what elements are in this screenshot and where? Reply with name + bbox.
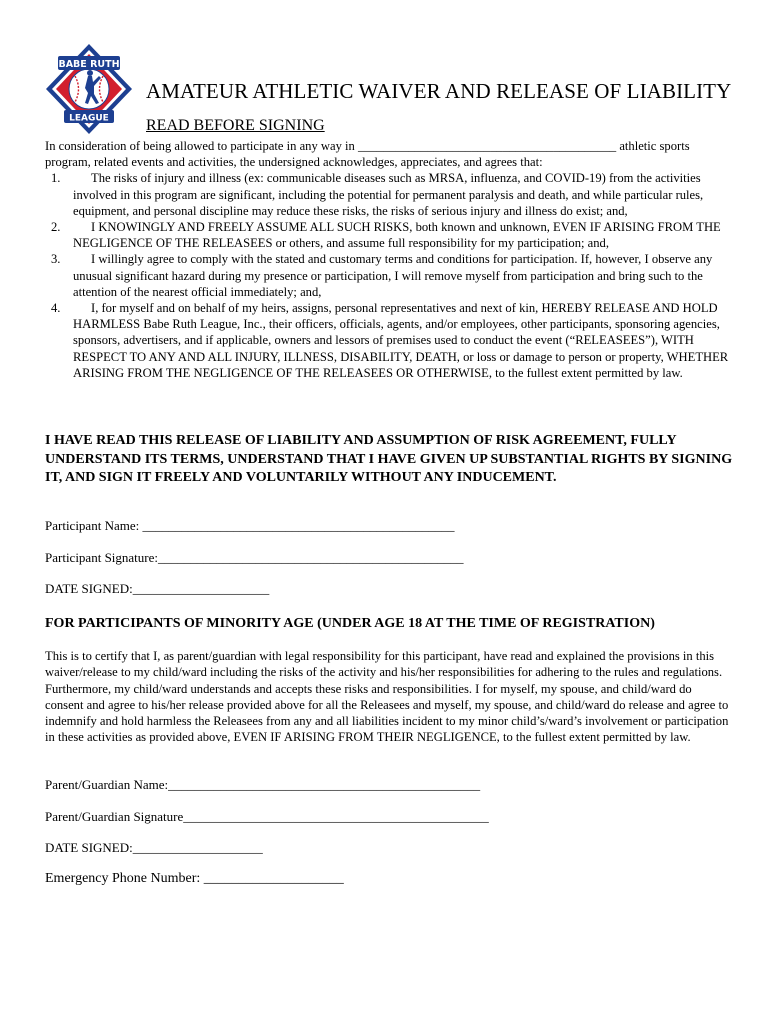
clause-number: 3. xyxy=(51,252,61,267)
logo-top-text: BABE RUTH xyxy=(58,59,120,70)
guardian-signature-field[interactable]: Parent/Guardian Signature_______________________________________________ xyxy=(45,809,489,824)
clause-text: I willingly agree to comply with the stated and customary terms and conditions for participation. If, however, I observe any unusual significant hazard during my presence or participation, I will remove myself from participation and bring such to the attention of the nearest official immediately; and, xyxy=(73,252,713,299)
clause-number: 4. xyxy=(51,301,61,316)
intro-paragraph: In consideration of being allowed to participate in any way in _________________________________________ athletic sports program, related events and activities, the undersigned acknowledges, appreciates, and agrees that: xyxy=(45,139,690,170)
guardian-name-field[interactable]: Parent/Guardian Name:________________________________________________ xyxy=(45,777,481,792)
acknowledgement-statement: I HAVE READ THIS RELEASE OF LIABILITY AND ASSUMPTION OF RISK AGREEMENT, FULLY UNDERSTAND ITS TERMS, UNDERSTAND THAT I HAVE GIVEN UP SUBSTANTIAL RIGHTS BY SIGNING IT, AND SIGN IT FREELY AND VOLUNTARILY WITHOUT ANY INDUCEMENT. xyxy=(45,433,733,485)
minor-consent-paragraph: This is to certify that I, as parent/guardian with legal responsibility for this participant, have read and explained the provisions in this waiver/release to my child/ward including the risks of the activity and his/her responsibilities for adhering to the rules and regulations. Furthermore, my child/ward understands and accepts these risks and responsibilities. I for myself, my spouse, and child/ward do consent and agree to his/her release provided above for all the Releasees and myself, my spouse, and child/ward do release and agree to indemnify and hold harmless the Releasees from any and all liabilities incident to my minor child’s/ward’s involvement or participation in these activities as provided above, EVEN IF ARISING FROM THEIR NEGLIGENCE, to the fullest extent permitted by law. xyxy=(45,649,729,745)
clause-item xyxy=(45,219,730,251)
clause-item xyxy=(45,170,730,219)
clause-list xyxy=(45,170,730,381)
clause-text: The risks of injury and illness (ex: communicable diseases such as MRSA, influenza, and COVID-19) from the activities involved in this program are significant, including the potential for permanent paralysis and death, and while particular rules, equipment, and personal discipline may reduce these risks, the risks of serious injury and illness do exist; and, xyxy=(73,171,704,218)
babe-ruth-league-logo-icon xyxy=(44,42,134,137)
minor-section-heading: FOR PARTICIPANTS OF MINORITY AGE (UNDER AGE 18 AT THE TIME OF REGISTRATION) xyxy=(45,616,655,631)
clause-number: 1. xyxy=(51,171,61,186)
logo-bottom-text: LEAGUE xyxy=(69,113,109,124)
clause-item xyxy=(45,300,730,381)
participant-name-field[interactable]: Participant Name: ________________________________________________ xyxy=(45,518,455,533)
clause-number: 2. xyxy=(51,220,61,235)
document-title: AMATEUR ATHLETIC WAIVER AND RELEASE OF LIABILITY xyxy=(146,79,732,103)
clause-text: I, for myself and on behalf of my heirs, assigns, personal representatives and next of kin, HEREBY RELEASE AND HOLD HARMLESS Babe Ruth League, Inc., their officers, officials, agents, and/or employees, other participants, sponsoring agencies, sponsors, advertisers, and if applicable, owners and lessors of premises used to conduct the event (“RELEASEES”), WITH RESPECT TO ANY AND ALL INJURY, ILLNESS, DISABILITY, DEATH, or loss or damage to person or property, WHETHER ARISING FROM THE NEGLIGENCE OF THE RELEASEES OR OTHERWISE, to the fullest extent permitted by law. xyxy=(73,301,729,380)
clause-item xyxy=(45,251,730,300)
participant-date-field[interactable]: DATE SIGNED:_____________________ xyxy=(45,581,270,596)
participant-signature-field[interactable]: Participant Signature:_______________________________________________ xyxy=(45,550,464,565)
waiver-body xyxy=(45,138,730,381)
emergency-phone-field[interactable]: Emergency Phone Number: ____________________ xyxy=(45,871,344,886)
guardian-date-field[interactable]: DATE SIGNED:____________________ xyxy=(45,840,263,855)
clause-text: I KNOWINGLY AND FREELY ASSUME ALL SUCH RISKS, both known and unknown, EVEN IF ARISING FROM THE NEGLIGENCE OF THE RELEASEES or others, and assume full responsibility for my participation; and, xyxy=(73,220,721,251)
document-subtitle: READ BEFORE SIGNING xyxy=(146,117,325,134)
